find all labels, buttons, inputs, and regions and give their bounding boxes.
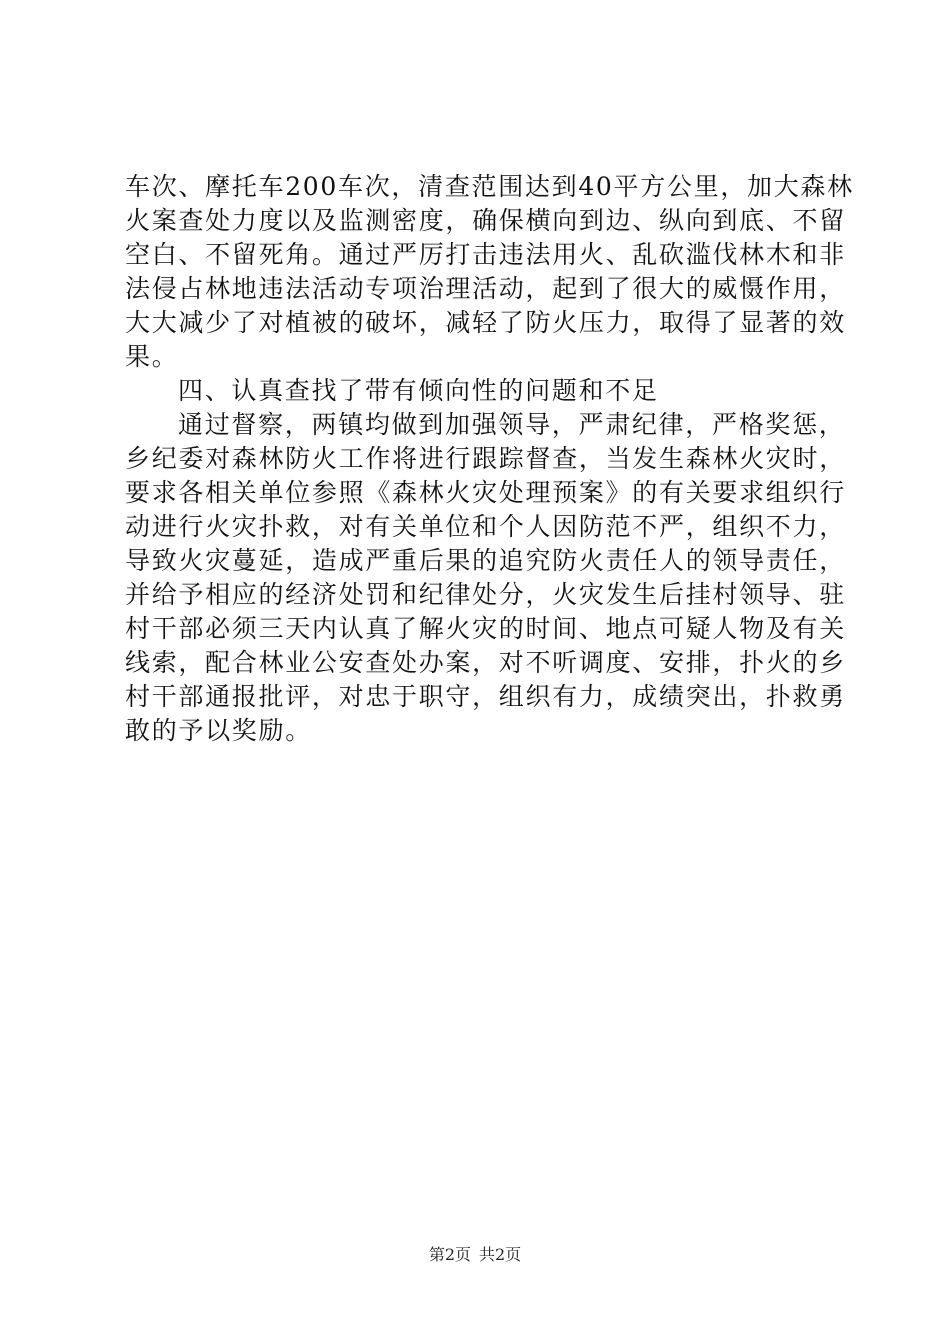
text-line: 敢的予以奖励。	[125, 716, 312, 745]
text-line: 并给予相应的经济处罚和纪律处分，火灾发生后挂村领导、驻	[125, 580, 846, 609]
text-line: 要求各相关单位参照《森林火灾处理预案》的有关要求组织行	[125, 478, 846, 507]
text-line: 通过督察，两镇均做到加强领导，严肃纪律，严格奖惩，	[178, 410, 846, 439]
text-line: 线索，配合林业公安查处办案，对不听调度、安排，扑火的乡	[125, 648, 846, 677]
page-number-total: 共2页	[479, 1245, 522, 1264]
text-line: 空白、不留死角。通过严厉打击违法用火、乱砍滥伐林木和非	[125, 240, 846, 269]
text-line: 动进行火灾扑救，对有关单位和个人因防范不严，组织不力，	[125, 512, 846, 541]
text-line: 果。	[125, 342, 179, 371]
text-line: 村干部必须三天内认真了解火灾的时间、地点可疑人物及有关	[125, 614, 846, 643]
text-line: 法侵占林地违法活动专项治理活动，起到了很大的威慑作用，	[125, 274, 846, 303]
text-line: 导致火灾蔓延，造成严重后果的追究防火责任人的领导责任，	[125, 546, 846, 575]
text-line: 车次、摩托车200车次，清查范围达到40平方公里，加大森林	[125, 172, 854, 201]
text-line: 火案查处力度以及监测密度，确保横向到边、纵向到底、不留	[125, 206, 846, 235]
section-heading: 四、认真查找了带有倾向性的问题和不足	[178, 376, 659, 405]
page-footer	[0, 1243, 950, 1267]
page-number-current: 第2页	[428, 1245, 471, 1264]
body-text	[125, 170, 854, 748]
text-line: 大大减少了对植被的破坏，减轻了防火压力，取得了显著的效	[125, 308, 846, 337]
text-line: 村干部通报批评，对忠于职守，组织有力，成绩突出，扑救勇	[125, 682, 846, 711]
text-line: 乡纪委对森林防火工作将进行跟踪督查，当发生森林火灾时，	[125, 444, 846, 473]
